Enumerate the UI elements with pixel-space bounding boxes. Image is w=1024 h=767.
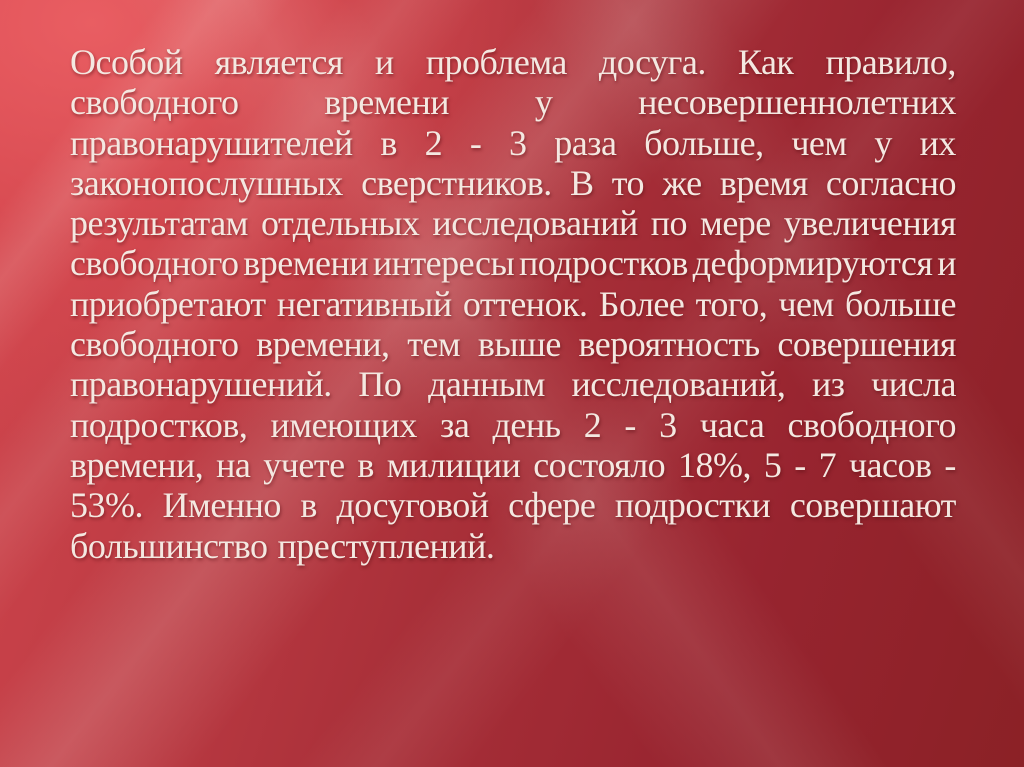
word: - bbox=[794, 444, 806, 485]
word: часа bbox=[699, 404, 765, 445]
word: больше bbox=[845, 283, 956, 324]
word: по bbox=[650, 203, 688, 244]
word: времени bbox=[324, 82, 450, 123]
word: интересы bbox=[372, 243, 515, 284]
word: несовершеннолетних bbox=[638, 82, 956, 123]
word: в bbox=[300, 485, 317, 526]
word: подростков bbox=[519, 243, 688, 284]
word: часов bbox=[848, 444, 932, 485]
word: состояло bbox=[533, 444, 666, 485]
text-line bbox=[70, 485, 956, 525]
word: 2 bbox=[424, 122, 443, 163]
word: Именно bbox=[162, 485, 281, 526]
text-line bbox=[70, 445, 956, 485]
word: В bbox=[570, 162, 594, 203]
word: - bbox=[624, 404, 636, 445]
word: раза bbox=[554, 122, 617, 163]
word: выше bbox=[477, 324, 561, 365]
word: 53%. bbox=[70, 485, 143, 526]
word: досуговой bbox=[336, 485, 489, 526]
word: времени, bbox=[70, 444, 204, 485]
word: свободного bbox=[70, 243, 239, 284]
word: результатам bbox=[70, 203, 248, 244]
word: 5 bbox=[763, 444, 782, 485]
word: исследований, bbox=[571, 364, 786, 405]
text-line bbox=[70, 123, 956, 163]
word: чем bbox=[778, 283, 834, 324]
word: правило, bbox=[825, 42, 956, 82]
word: приобретают bbox=[70, 283, 266, 324]
word: за bbox=[440, 404, 470, 445]
word: По bbox=[358, 364, 402, 405]
word: сверстников. bbox=[361, 162, 552, 203]
word: преступлений. bbox=[277, 525, 495, 566]
word: в bbox=[357, 444, 374, 485]
text-line bbox=[70, 324, 956, 364]
word: свободного bbox=[787, 404, 956, 445]
word: Более bbox=[598, 283, 685, 324]
word: больше, bbox=[644, 122, 764, 163]
text-line bbox=[70, 364, 956, 404]
word: мере bbox=[700, 203, 771, 244]
slide-text-block bbox=[70, 42, 956, 566]
word: свободного bbox=[70, 82, 239, 123]
word: свободного bbox=[70, 324, 239, 365]
word: времени, bbox=[256, 324, 390, 365]
text-line bbox=[70, 243, 956, 283]
word: согласно bbox=[825, 162, 956, 203]
word: 7 bbox=[818, 444, 837, 485]
word: в bbox=[380, 122, 397, 163]
text-line bbox=[70, 405, 956, 445]
word: сфере bbox=[508, 485, 596, 526]
word: совершают bbox=[789, 485, 956, 526]
word: законопослушных bbox=[70, 162, 343, 203]
word: деформируются bbox=[692, 243, 933, 284]
word: Особой bbox=[70, 42, 183, 82]
word: совершения bbox=[777, 324, 956, 365]
word: учете bbox=[263, 444, 345, 485]
word: время bbox=[719, 162, 808, 203]
word: же bbox=[662, 162, 702, 203]
word: подростки bbox=[614, 485, 771, 526]
word: правонарушений. bbox=[70, 364, 332, 405]
word: большинство bbox=[70, 525, 268, 566]
word: 18%, bbox=[678, 444, 752, 485]
word: милиции bbox=[386, 444, 521, 485]
word: тем bbox=[407, 324, 461, 365]
word: день bbox=[492, 404, 561, 445]
text-line bbox=[70, 203, 956, 243]
word: и bbox=[374, 42, 394, 82]
word: 3 bbox=[659, 404, 677, 445]
word: подростков, bbox=[70, 404, 248, 445]
word: то bbox=[611, 162, 644, 203]
word: времени bbox=[243, 243, 369, 284]
word: является bbox=[214, 42, 343, 82]
word: негативный bbox=[276, 283, 452, 324]
word: и bbox=[937, 243, 956, 284]
word: 2 bbox=[583, 404, 602, 445]
word: исследований bbox=[432, 203, 638, 244]
text-line bbox=[70, 82, 956, 122]
text-line bbox=[70, 42, 956, 82]
word: имеющих bbox=[270, 404, 417, 445]
text-line bbox=[70, 284, 956, 324]
word: отдельных bbox=[260, 203, 420, 244]
word: - bbox=[944, 444, 956, 485]
word: того, bbox=[695, 283, 768, 324]
word: у bbox=[874, 122, 892, 163]
word: на bbox=[216, 444, 251, 485]
word: 3 bbox=[509, 122, 527, 163]
word: Как bbox=[737, 42, 794, 82]
word: их bbox=[919, 122, 956, 163]
word: чем bbox=[791, 122, 847, 163]
word: вероятность bbox=[578, 324, 760, 365]
text-line bbox=[70, 526, 956, 566]
word: оттенок. bbox=[462, 283, 588, 324]
text-line bbox=[70, 163, 956, 203]
word: - bbox=[469, 122, 482, 163]
word: досуга. bbox=[598, 42, 706, 82]
word: данным bbox=[428, 364, 545, 405]
word: увеличения bbox=[783, 203, 956, 244]
word: правонарушителей bbox=[70, 122, 353, 163]
word: числа bbox=[871, 364, 956, 405]
word: у bbox=[534, 82, 553, 123]
word: из bbox=[812, 364, 845, 405]
word: проблема bbox=[425, 42, 567, 82]
